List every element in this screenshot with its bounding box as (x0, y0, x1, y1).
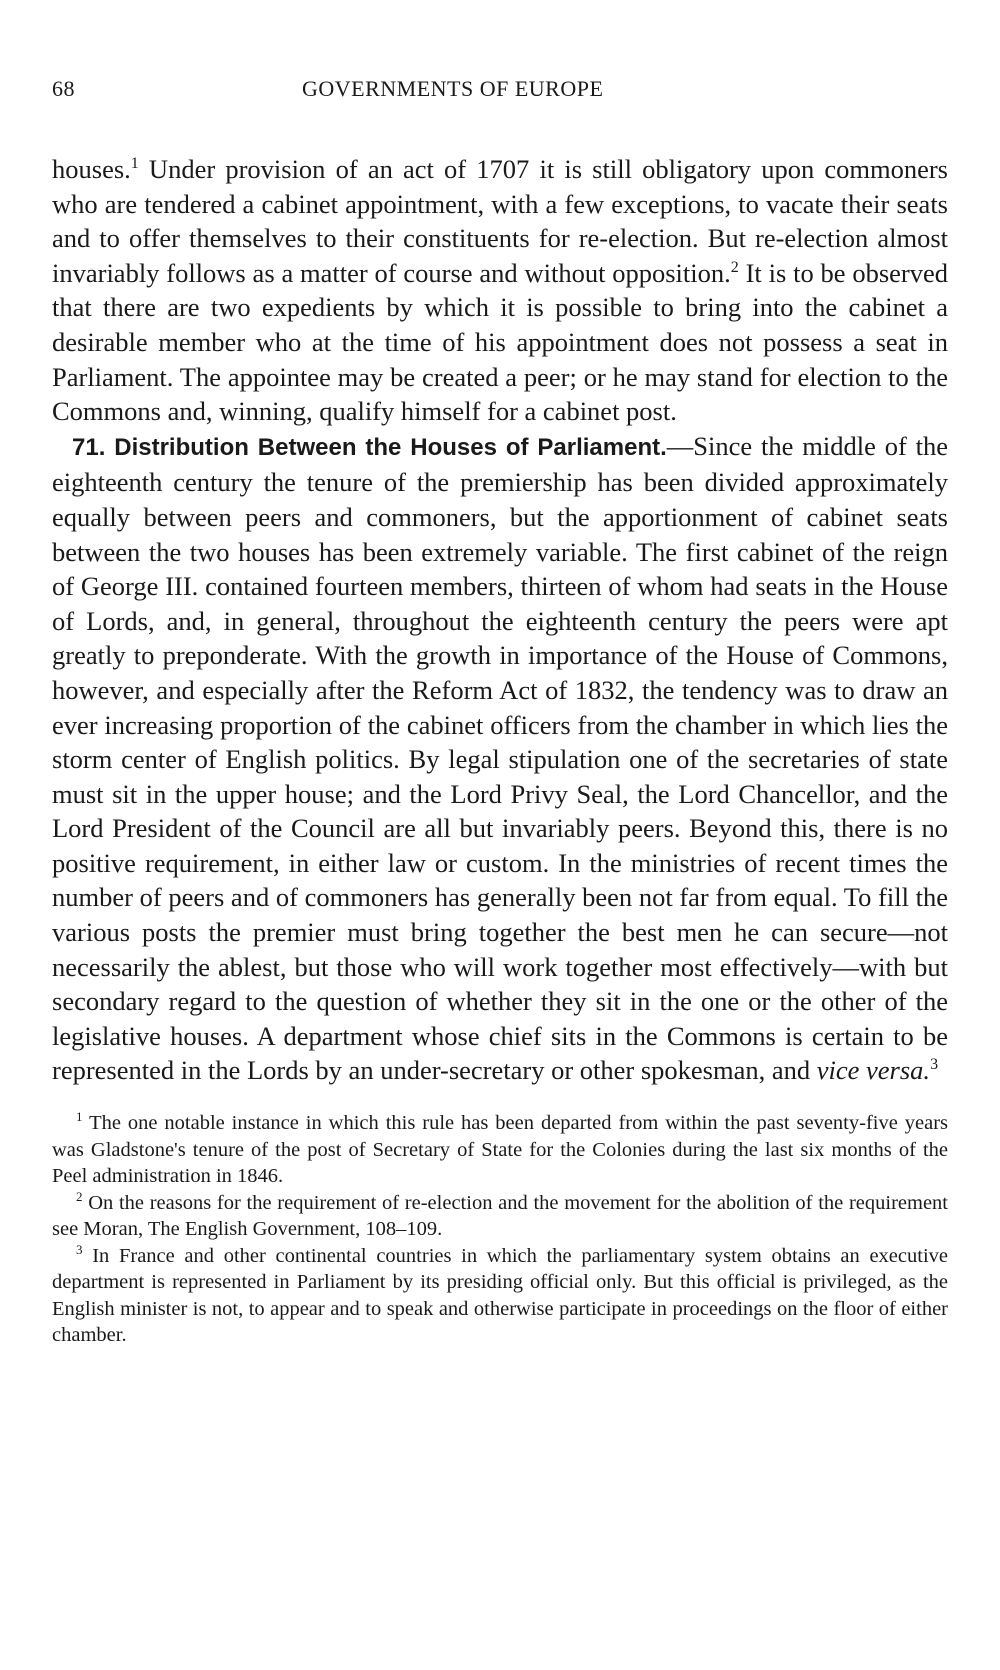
footnote-marker: 1 (76, 1109, 83, 1125)
book-page (52, 76, 948, 1349)
section-heading: 71. Distribution Between the Houses of Parliament. (72, 433, 667, 461)
footnote (52, 1243, 948, 1349)
footnote-ref: 1 (130, 155, 139, 173)
paragraph-text: houses. (52, 154, 131, 184)
section-paragraph (52, 429, 948, 1088)
footnote-text: On the reasons for the requirement of re-election and the movement for the abolition of the requirement see Moran, The English Government, 108–109. (52, 1191, 948, 1241)
footnote-ref: 2 (730, 258, 739, 276)
footnote (52, 1110, 948, 1190)
running-title: GOVERNMENTS OF EUROPE (302, 76, 604, 101)
footnote-marker: 2 (76, 1188, 83, 1204)
footnote-text: The one notable instance in which this rule has been departed from within the past seventy-five years was Gladstone's tenure of the post of Secretary of State for the Colonies during the last six months of the Peel administration in 1846. (52, 1112, 948, 1188)
paragraph-text: Under provision of an act of 1707 it is still obligatory upon commoners who are tendered a cabinet appointment, with a few exceptions, to vacate their seats and to offer themselves to their constituents for re-election. But re-election almost invariably follows as a matter of course and without opposition. (52, 154, 948, 288)
footnote (52, 1190, 948, 1243)
paragraph-text: It is to be observed that there are two expedients by which it is possible to bring into the cabinet a desirable member who at the time of his appointment does not possess a seat in Parliament. The appointee may be created a peer; or he may stand for election to the Commons and, winning, qualify himself for a cabinet post. (52, 257, 948, 427)
footnotes (52, 1110, 948, 1349)
body-text (52, 152, 948, 1088)
italic-phrase: vice versa. (816, 1055, 931, 1086)
paragraph (52, 152, 948, 429)
paragraph-text: —Since the middle of the eighteenth century the tenure of the premiership has been divided approximately equally between peers and commoners, but the apportionment of cabinet seats between the two houses has been extremely variable. The first cabinet of the reign of George III. contained fourteen members, thirteen of whom had seats in the House of Lords, and, in general, throughout the eighteenth century the peers were apt greatly to preponderate. With the growth in importance of the House of Commons, however, and especially after the Reform Act of 1832, the tendency was to draw an ever increasing proportion of the cabinet officers from the chamber in which lies the storm center of English politics. By legal stipulation one of the secretaries of state must sit in the upper house; and the Lord Privy Seal, the Lord Chancellor, and the Lord President of the Council are all but invariably peers. Beyond this, there is no positive requirement, in either law or custom. In the ministries of recent times the number of peers and of commoners has generally been not far from equal. To fill the various posts the premier must bring together the best men he can secure—not necessarily the ablest, but those who will work together most effectively—with but secondary regard to the question of whether they sit in the one or the other of the legislative houses. A department whose chief sits in the Commons is certain to be represented in the Lords by an under-secretary or other spokesman, and (52, 430, 948, 1086)
running-head (52, 76, 948, 108)
footnote-marker: 3 (76, 1241, 83, 1257)
footnote-ref: 3 (930, 1056, 939, 1074)
page-number: 68 (52, 76, 75, 101)
footnote-text: In France and other continental countries in which the parliamentary system obtains an executive department is represented in Parliament by its presiding official only. But this official is privileged, as the English minister is not, to appear and to speak and otherwise participate in proceedings on the floor of either chamber. (52, 1244, 948, 1347)
